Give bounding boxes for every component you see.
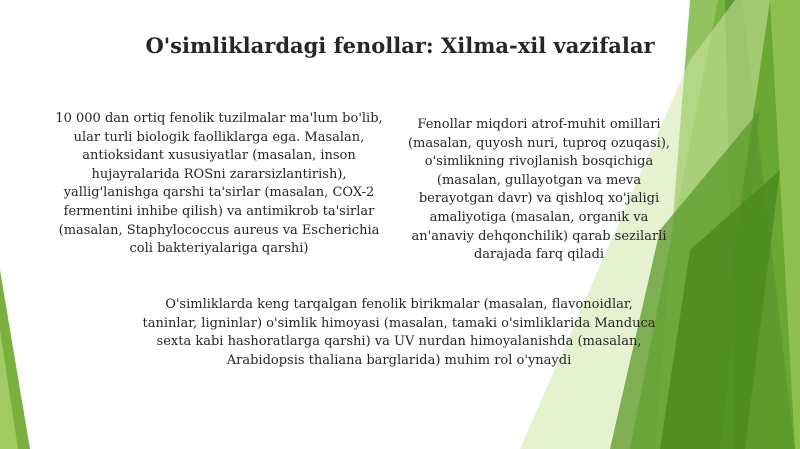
paragraph-phenolic-structures: 10 000 dan ortiq fenolik tuzilmalar ma'lum bo'lib, ular turli biologik faolliklarga ega. Masalan, antioksidant xususiyatlar (masalan, inson hujayralarida ROSni zararsizlantirish), yallig'lanishga qarshi ta'sirlar (masalan, COX-2 fermentini inhibe qilish) va antimikrob ta'sirlar (masalan, Staphylococcus aureus va Escherichia coli bakteriyalariga qarshi) (55, 111, 383, 257)
paragraph-plant-protection: O'simliklarda keng tarqalgan fenolik birikmalar (masalan, flavonoidlar, taninlar, ligninlar) o'simlik himoyasi (masalan, tamaki o'simliklarida Manduca sexta kabi hashoratlarga qarshi) va UV nurdan himoyalanishda (masalan, Arabidopsis thaliana barglarida) muhim rol o'ynaydi (142, 297, 656, 368)
paragraph-phenol-content-factors: Fenollar miqdori atrof-muhit omillari (masalan, quyosh nuri, tuproq ozuqasi), o'simlikning rivojlanish bosqichiga (masalan, gullayotgan va meva berayotgan davr) va qishloq xo'jaligi amaliyotiga (masalan, organik va an'anaviy dehqonchilik) qarab sezilarli darajada farq qiladi (407, 117, 671, 263)
slide-title: O'simliklardagi fenollar: Xilma-xil vazifalar (145, 33, 655, 58)
